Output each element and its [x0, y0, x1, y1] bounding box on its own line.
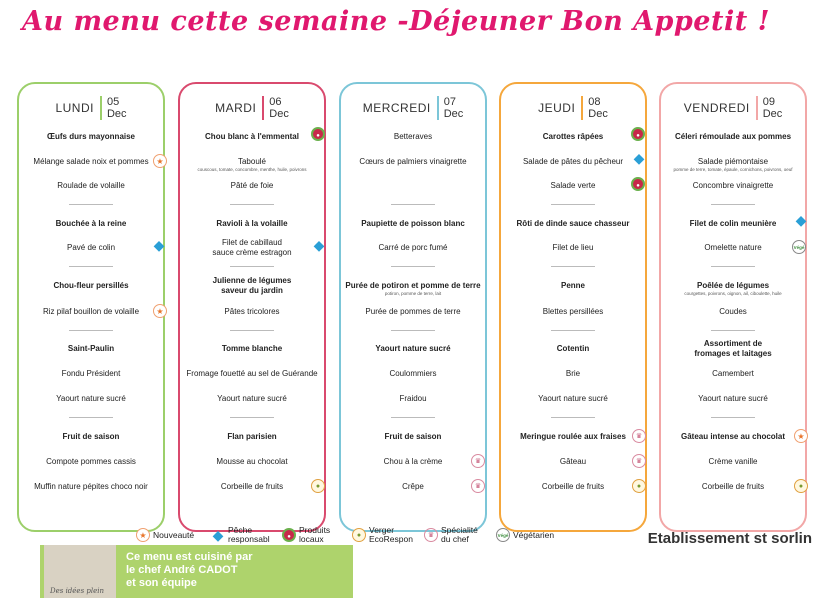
apple-icon: ● [794, 479, 808, 493]
chef-hat-icon: ♛ [471, 479, 485, 493]
ingredients: pomme de terre, tomate, épaule, cornichons, poivrons, oeuf [673, 167, 793, 172]
menu-item: Gâteau [559, 457, 587, 466]
day-name: VENDREDI [683, 101, 750, 115]
chef-hat-icon: ♛ [632, 454, 646, 468]
establishment-name: Etablissement st sorlin [647, 530, 812, 547]
separator [551, 330, 595, 331]
day-header [341, 88, 485, 128]
menu-item: Assortiment de [703, 339, 763, 348]
separator [711, 266, 755, 267]
separator [230, 266, 274, 267]
menu-item: Mousse au chocolat [216, 457, 288, 466]
day-month: Dec [588, 108, 608, 120]
separator [391, 266, 435, 267]
vege-badge-icon: Végé [792, 240, 806, 254]
day-number: 09 [762, 96, 775, 108]
separator [69, 417, 113, 418]
menu-item: Flan parisien [227, 432, 277, 441]
menu-item: Chou blanc à l'emmental [205, 132, 299, 141]
separator [711, 417, 755, 418]
day-month: Dec [762, 108, 783, 120]
legend-peche [211, 525, 270, 545]
apple-icon: ● [632, 479, 646, 493]
menu-item: Pâtes tricolores [224, 307, 280, 316]
menu-item: Chou à la crème [383, 457, 443, 466]
menu-item: Blettes persillées [542, 307, 604, 316]
menu-item: Salade de pâtes du pêcheur [522, 157, 624, 166]
menu-item: Filet de lieu [552, 243, 594, 252]
menu-item: Purée de potiron et pomme de terre potiron, pomme de terre, lait [343, 281, 483, 296]
menu-item: Filet de cabillaud [221, 238, 283, 247]
menu-item: Paupiette de poisson blanc [361, 219, 465, 228]
separator [551, 266, 595, 267]
menu-item: Fondu Président [61, 369, 121, 378]
separator [230, 330, 274, 331]
star-icon: ★ [794, 429, 808, 443]
menu-item: Purée de pommes de terre [365, 307, 461, 316]
menu-item: sauce crème estragon [212, 248, 292, 257]
fish-icon: ◆ [795, 212, 807, 228]
menu-item: Cotentin [556, 344, 590, 353]
menu-item: Coulommiers [389, 369, 437, 378]
menu-item: Corbeille de fruits [701, 482, 765, 491]
fish-icon: ◆ [153, 237, 165, 253]
menu-item: Yaourt nature sucré [217, 394, 287, 403]
menu-item: Riz pilaf bouillon de volaille [42, 307, 140, 316]
day-column-vendredi [659, 82, 807, 532]
menu-item: saveur du jardin [221, 286, 283, 295]
menu-item: Salade piémontaise pomme de terre, tomate, épaule, cornichons, poivrons, oeuf [663, 157, 803, 172]
menu-item: Ravioli à la volaille [216, 219, 288, 228]
day-date [581, 96, 608, 120]
legend-label: Verger EcoRespon [369, 525, 413, 544]
menu-item: Carré de porc fumé [378, 243, 448, 252]
legend-specialite [424, 525, 478, 545]
day-name: MARDI [215, 101, 257, 115]
star-icon: ★ [153, 154, 167, 168]
separator [391, 417, 435, 418]
menu-item: Yaourt nature sucré [698, 394, 768, 403]
menu-item: Betteraves [393, 132, 433, 141]
legend-verger [352, 525, 413, 545]
day-name: LUNDI [55, 101, 94, 115]
day-month: Dec [443, 108, 464, 120]
legend-label: Végétarien [513, 529, 555, 540]
ingredients: potiron, pomme de terre, lait [384, 291, 442, 296]
day-column-lundi [17, 82, 165, 532]
legend-label: Pêche responsabl [228, 525, 270, 544]
menu-item: Yaourt nature sucré [56, 394, 126, 403]
menu-item: Fromage fouetté au sel de Guérande [186, 369, 318, 378]
apple-icon: ● [352, 528, 366, 542]
day-header [19, 88, 163, 128]
menu-item: Roulade de volaille [57, 181, 125, 190]
location-pin-icon: ● [631, 127, 645, 141]
chef-hat-icon: ♛ [471, 454, 485, 468]
ingredients: couscous, tomate, concombre, menthe, huile, poivrons [197, 167, 307, 172]
logo-image [44, 545, 116, 598]
menu-item: Céleri rémoulade aux pommes [674, 132, 792, 141]
menu-item: Yaourt nature sucré [538, 394, 608, 403]
chef-banner [40, 545, 353, 598]
menu-title: Au menu cette semaine -Déjeuner Bon Appetit ! [22, 6, 770, 37]
menu-item: Camembert [712, 369, 754, 378]
menu-item: Julienne de légumes [212, 276, 292, 285]
day-month: Dec [269, 108, 289, 120]
menu-item: Crêpe [402, 482, 424, 491]
legend-vegetarien [496, 525, 554, 545]
menu-item: Fruit de saison [384, 432, 442, 441]
day-header [501, 88, 645, 128]
separator [551, 417, 595, 418]
menu-item: Pâté de foie [230, 181, 274, 190]
legend-produits [282, 525, 330, 545]
chef-hat-icon: ♛ [632, 429, 646, 443]
separator [391, 330, 435, 331]
day-column-jeudi [499, 82, 647, 532]
separator [391, 204, 435, 205]
day-date [756, 96, 783, 120]
logo-text: Des idées plein [50, 587, 105, 595]
ingredients: courgettes, poivrons, oignon, ail, ciboulette, huile [684, 291, 782, 296]
separator [69, 204, 113, 205]
menu-item: Penne [560, 281, 585, 290]
chef-hat-icon: ♛ [424, 528, 438, 542]
menu-item: Chou-fleur persillés [53, 281, 129, 290]
day-number: 06 [269, 96, 282, 108]
separator [711, 330, 755, 331]
legend-label: Nouveauté [153, 529, 195, 540]
day-column-mercredi [339, 82, 487, 532]
menu-item: Pavé de colin [66, 243, 116, 252]
menu-item: Taboulé couscous, tomate, concombre, menthe, huile, poivrons [182, 157, 322, 172]
banner-text: Ce menu est cuisiné par le chef André CADOT et son équipe [126, 551, 253, 589]
separator [230, 417, 274, 418]
fish-icon: ◆ [212, 527, 224, 543]
menu-item: Saint-Paulin [67, 344, 115, 353]
menu-item: Bouchée à la reine [55, 219, 127, 228]
menu-item: Corbeille de fruits [541, 482, 605, 491]
menu-item: Yaourt nature sucré [375, 344, 451, 353]
menu-item: Tomme blanche [221, 344, 283, 353]
menu-item: Poêlée de légumes courgettes, poivrons, oignon, ail, ciboulette, huile [663, 281, 803, 296]
menu-item: Corbeille de fruits [220, 482, 284, 491]
day-month: Dec [106, 108, 127, 120]
menu-item: Fruit de saison [62, 432, 120, 441]
day-header [661, 88, 805, 128]
menu-item: Mélange salade noix et pommes [33, 157, 149, 166]
day-column-mardi [178, 82, 326, 532]
vege-badge-icon: Végé [496, 528, 510, 542]
menu-item: Cœurs de palmiers vinaigrette [359, 157, 467, 166]
fish-icon: ◆ [633, 150, 645, 166]
apple-icon: ● [311, 479, 325, 493]
star-icon: ★ [153, 304, 167, 318]
day-date [262, 96, 289, 120]
menu-item: Coudes [719, 307, 747, 316]
day-number: 05 [106, 96, 120, 108]
location-pin-icon: ● [311, 127, 325, 141]
menu-item: Crème vanille [708, 457, 758, 466]
separator [69, 330, 113, 331]
separator [551, 204, 595, 205]
legend-nouveaute [136, 525, 194, 545]
menu-item: Meringue roulée aux fraises [520, 432, 626, 441]
separator [711, 204, 755, 205]
legend-label: Spécialité du chef [441, 525, 478, 544]
menu-item: Compote pommes cassis [46, 457, 136, 466]
fish-icon: ◆ [313, 237, 325, 253]
menu-item: Carottes râpées [542, 132, 604, 141]
day-name: MERCREDI [362, 101, 431, 115]
separator [69, 266, 113, 267]
day-date [437, 96, 464, 120]
menu-item: Brie [565, 369, 581, 378]
day-date [100, 96, 127, 120]
menu-item: Gâteau intense au chocolat [680, 432, 786, 441]
menu-item: Œufs durs mayonnaise [46, 132, 136, 141]
menu-item: Concombre vinaigrette [692, 181, 774, 190]
day-name: JEUDI [538, 101, 576, 115]
menu-item: Salade verte [550, 181, 596, 190]
menu-item: Filet de colin meunière [689, 219, 777, 228]
menu-item: Muffin nature pépites choco noir [34, 482, 148, 491]
star-icon: ★ [136, 528, 150, 542]
day-number: 08 [588, 96, 601, 108]
location-pin-icon: ● [282, 528, 296, 542]
separator [230, 204, 274, 205]
location-pin-icon: ● [631, 177, 645, 191]
day-header [180, 88, 324, 128]
day-number: 07 [443, 96, 456, 108]
menu-item: Omelette nature [704, 243, 762, 252]
menu-item: Rôti de dinde sauce chasseur [516, 219, 630, 228]
legend-label: Produits locaux [299, 525, 331, 544]
menu-item: Fraidou [399, 394, 427, 403]
menu-item: fromages et laitages [694, 349, 772, 358]
